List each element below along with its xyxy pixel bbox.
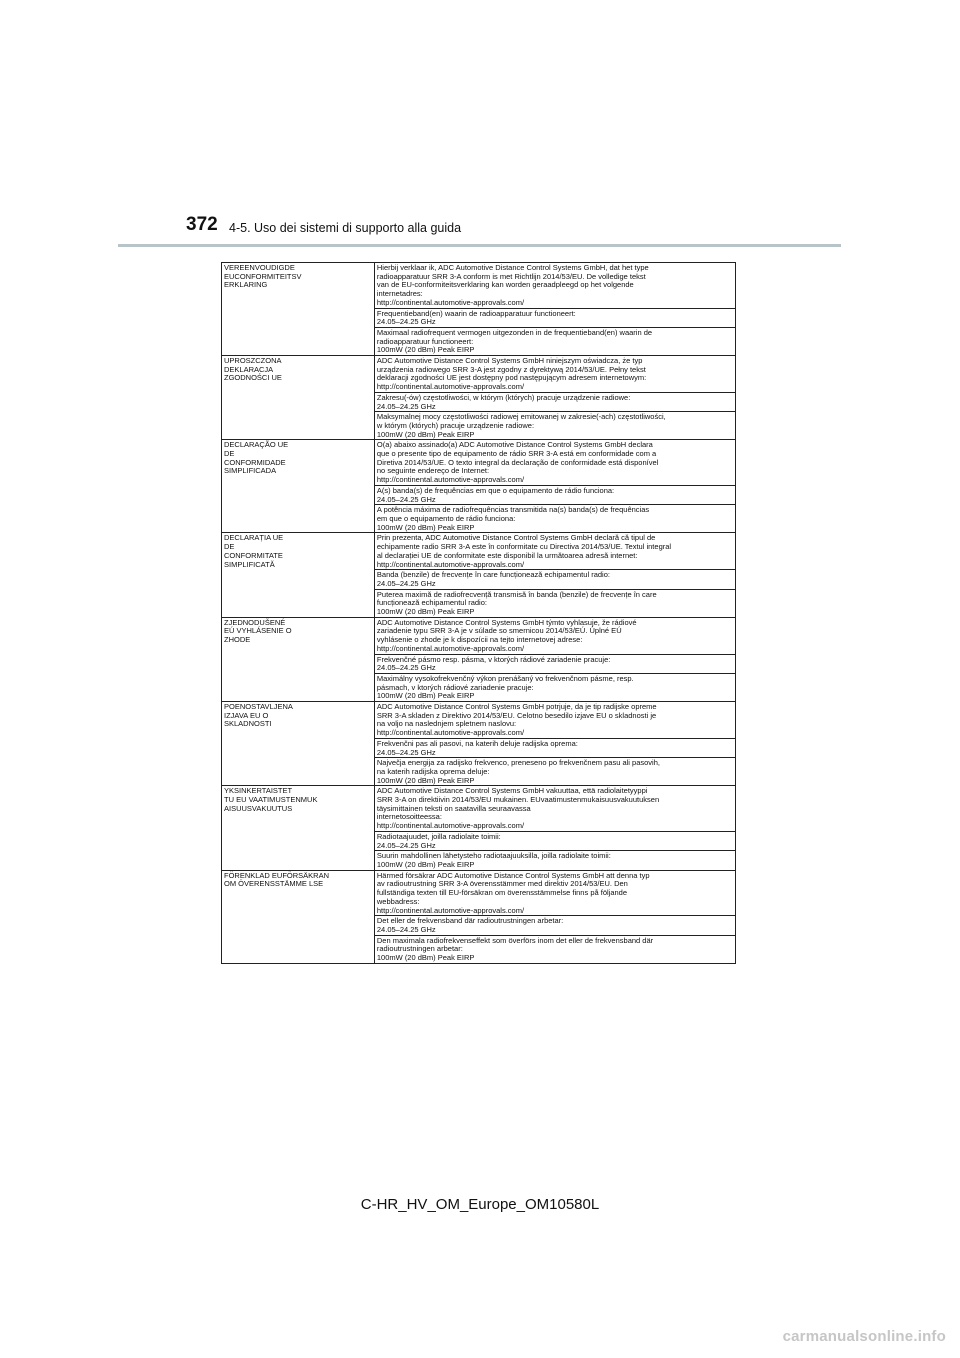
declaration-bands-text: Banda (benzile) de frecvențe în care funcționează echipamentul radio: 24.05–24.25 GHz [374,570,735,589]
declaration-statement-text: ADC Automotive Distance Control Systems GmbH vakuuttaa, että radiolaitetyyppi SRR 3-A on direktiivin 2014/53/EU mukainen. EUvaatimustenmukaisuusvakuutuksen täysimittainen teksti on saatavilla seuraavassa internetosoitteessa: http://continental.automotive-approvals.com/ [374,786,735,832]
declaration-bands-text: Frekvenčni pas ali pasovi, na katerih deluje radijska oprema: 24.05–24.25 GHz [374,738,735,757]
watermark: carmanualsonline.info [782,1328,946,1345]
declaration-bands-text: Zakresu(-ów) częstotliwości, w którym (których) pracuje urządzenie radiowe: 24.05–24.25 GHz [374,392,735,411]
declaration-language-label: DECLARAÇÃO UE DE CONFORMIDADE SIMPLIFICADA [222,440,375,533]
declaration-row [222,870,736,916]
declaration-row [222,702,736,739]
declaration-power-text: Puterea maximă de radiofrecvență transmisă în banda (benzile) de frecvențe în care funcționează echipamentul radio: 100mW (20 dBm) Peak EIRP [374,589,735,617]
declaration-row [222,617,736,654]
page-number: 372 [186,214,218,235]
declaration-bands-text: A(s) banda(s) de frequências em que o equipamento de rádio funciona: 24.05–24.25 GHz [374,485,735,504]
declaration-row [222,786,736,832]
eu-declaration-table-body [222,263,736,964]
declaration-statement-text: ADC Automotive Distance Control Systems GmbH potrjuje, da je tip radijske opreme SRR 3-A skladen z Direktivo 2014/53/EU. Celotno besedilo izjave EU o skladnosti je na voljo na naslednjem spletnem naslovu: http://continental.automotive-approvals.com/ [374,702,735,739]
declaration-power-text: Maksymalnej mocy częstotliwości radiowej emitowanej w zakresie(-ach) częstotliwości, w którym (których) pracuje urządzenie radiowe: 100mW (20 dBm) Peak EIRP [374,412,735,440]
declaration-bands-text: Det eller de frekvensband där radioutrustningen arbetar: 24.05–24.25 GHz [374,916,735,935]
declaration-language-label: ZJEDNODUŠENÉ EÚ VYHLÁSENIE O ZHODE [222,617,375,701]
declaration-language-label: DECLARAȚIA UE DE CONFORMITATE SIMPLIFICATĂ [222,533,375,617]
declaration-power-text: A potência máxima de radiofrequências transmitida na(s) banda(s) de frequências em que o equipamento de rádio funciona: 100mW (20 dBm) Peak EIRP [374,505,735,533]
declaration-row [222,356,736,393]
eu-declaration-table [221,262,736,964]
declaration-row [222,440,736,486]
declaration-bands-text: Radiotaajuudet, joilla radiolaite toimii: 24.05–24.25 GHz [374,831,735,850]
declaration-bands-text: Frekvenčné pásmo resp. pásma, v ktorých rádiové zariadenie pracuje: 24.05–24.25 GHz [374,654,735,673]
declaration-statement-text: ADC Automotive Distance Control Systems GmbH týmto vyhlasuje, že rádiové zariadenie typu SRR 3-A je v súlade so smernicou 2014/53/EÚ. Úplné EÚ vyhlásenie o zhode je k dispozícii na tejto internetovej adrese: http://continental.automotive-approvals.com/ [374,617,735,654]
declaration-row [222,533,736,570]
declaration-statement-text: ADC Automotive Distance Control Systems GmbH niniejszym oświadcza, że typ urządzenia radiowego SRR 3-A jest zgodny z dyrektywą 2014/53/UE. Pełny tekst deklaracji zgodności UE jest dostępny pod następującym adresem internetowym: http://continental.automotive-approvals.com/ [374,356,735,393]
declaration-power-text: Maximaal radiofrequent vermogen uitgezonden in de frequentieband(en) waarin de radioapparatuur functioneert: 100mW (20 dBm) Peak EIRP [374,327,735,355]
declaration-statement-text: Hierbij verklaar ik, ADC Automotive Distance Control Systems GmbH, dat het type radioapparatuur SRR 3-A conform is met Richtlijn 2014/53/EU. De volledige tekst van de EU-conformiteitsverklaring kan worden geraadpleegd op het volgende internetadres: http://continental.automotive-approvals.com/ [374,263,735,309]
document-code: C-HR_HV_OM_Europe_OM10580L [360,1196,600,1213]
declaration-language-label: POENOSTAVLJENA IZJAVA EU O SKLADNOSTI [222,702,375,786]
declaration-power-text: Suurin mahdollinen lähetysteho radiotaajuuksilla, joilla radiolaite toimii: 100mW (20 dBm) Peak EIRP [374,851,735,870]
header-divider [118,244,841,247]
declaration-language-label: UPROSZCZONA DEKLARACJA ZGODNOŚCI UE [222,356,375,440]
declaration-statement-text: Härmed försäkrar ADC Automotive Distance Control Systems GmbH att denna typ av radioutrustning SRR 3-A överensstämmer med direktiv 2014/53/EU. Den fullständiga texten till EU-försäkran om överensstämmelse finns på följande webbadress: http://continental.automotive-approvals.com/ [374,870,735,916]
declaration-power-text: Največja energija za radijsko frekvenco, preneseno po frekvenčnem pasu ali pasovih, na katerih radijska oprema deluje: 100mW (20 dBm) Peak EIRP [374,758,735,786]
declaration-power-text: Den maximala radiofrekvenseffekt som överförs inom det eller de frekvensband där radioutrustningen arbetar: 100mW (20 dBm) Peak EIRP [374,935,735,963]
declaration-language-label: FÖRENKLAD EUFÖRSÄKRAN OM ÖVERENSSTÄMME LSE [222,870,375,963]
declaration-statement-text: Prin prezenta, ADC Automotive Distance Control Systems GmbH declară că tipul de echipamente radio SRR 3-A este în conformitate cu Directiva 2014/53/UE. Textul integral al declarației UE de conformitate este disponibil la următoarea adresă internet: http://continental.automotive-approvals.com/ [374,533,735,570]
declaration-power-text: Maximálny vysokofrekvenčný výkon prenášaný vo frekvenčnom pásme, resp. pásmach, v ktorých rádiové zariadenie pracuje: 100mW (20 dBm) Peak EIRP [374,673,735,701]
declaration-language-label: VEREENVOUDIGDE EUCONFORMITEITSV ERKLARING [222,263,375,356]
declaration-row [222,263,736,309]
declaration-statement-text: O(a) abaixo assinado(a) ADC Automotive Distance Control Systems GmbH declara que o presente tipo de equipamento de rádio SRR 3-A está em conformidade com a Diretiva 2014/53/UE. O texto integral da declaração de conformidade está disponível no seguinte endereço de Internet: http://continental.automotive-approvals.com/ [374,440,735,486]
section-title: 4-5. Uso dei sistemi di supporto alla guida [229,221,462,235]
declaration-language-label: YKSINKERTAISTET TU EU VAATIMUSTENMUK AISUUSVAKUUTUS [222,786,375,870]
declaration-bands-text: Frequentieband(en) waarin de radioapparatuur functioneert: 24.05–24.25 GHz [374,308,735,327]
